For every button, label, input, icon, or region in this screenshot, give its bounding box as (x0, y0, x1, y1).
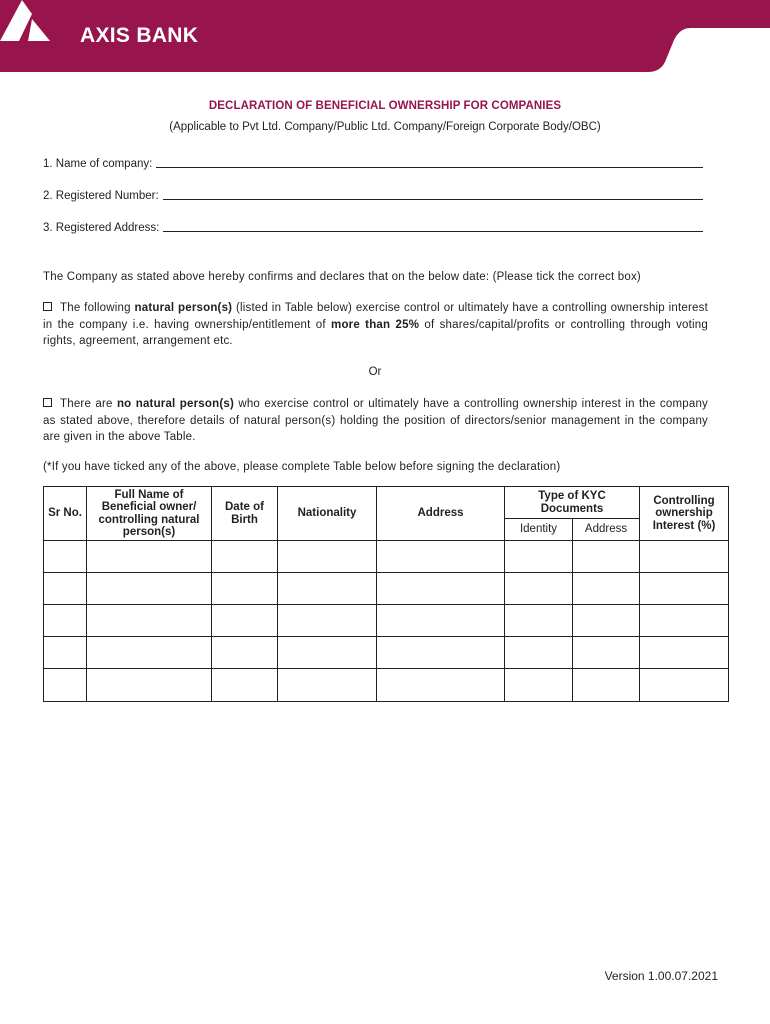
table-cell[interactable] (573, 605, 640, 637)
table-cell[interactable] (377, 541, 505, 573)
table-cell[interactable] (377, 573, 505, 605)
table-cell[interactable] (377, 605, 505, 637)
table-cell[interactable] (212, 637, 278, 669)
table-cell[interactable] (573, 573, 640, 605)
option2-checkbox[interactable] (43, 398, 52, 407)
registered-number-label: 2. Registered Number: (43, 190, 159, 202)
table-cell[interactable] (278, 573, 377, 605)
table-cell[interactable] (573, 669, 640, 702)
table-cell[interactable] (640, 605, 729, 637)
option2-bold-a: no natural person(s) (116, 398, 234, 410)
header-kyc-identity: Identity (505, 519, 573, 541)
option1-text-a: The following (60, 302, 135, 314)
header-address: Address (377, 487, 505, 541)
header-kyc-documents: Type of KYC Documents (505, 487, 640, 519)
table-cell[interactable] (87, 637, 212, 669)
registered-number-input[interactable] (163, 199, 703, 200)
table-cell[interactable] (212, 605, 278, 637)
table-cell[interactable] (505, 637, 573, 669)
table-cell[interactable] (640, 637, 729, 669)
table-cell[interactable] (505, 605, 573, 637)
table-cell[interactable] (278, 605, 377, 637)
page-subtitle: (Applicable to Pvt Ltd. Company/Public Ltd. Company/Foreign Corporate Body/OBC) (169, 121, 601, 133)
company-name-label: 1. Name of company: (43, 158, 153, 170)
option1-text-b: (listed in Table below) exercise control or ultimately have a controlling ownership interest in the company i.e. having ownership/entitlement of (43, 302, 708, 331)
table-cell[interactable] (87, 541, 212, 573)
option1-bold-b: more than 25% (331, 318, 420, 331)
option1-text-c: of shares/capital/profits or controlling through voting rights, agreement, arrangement etc. (43, 318, 708, 347)
version-label: Version 1.00.07.2021 (604, 969, 718, 983)
header-controlling-interest: Controlling ownership Interest (%) (640, 487, 729, 541)
table-cell[interactable] (44, 669, 87, 702)
registered-address-input[interactable] (163, 231, 703, 232)
table-cell[interactable] (87, 573, 212, 605)
table-cell[interactable] (212, 669, 278, 702)
table-row (44, 541, 729, 573)
table-cell[interactable] (278, 541, 377, 573)
table-cell[interactable] (573, 541, 640, 573)
table-cell[interactable] (87, 605, 212, 637)
registered-number-field (43, 190, 703, 202)
header-kyc-address: Address (573, 519, 640, 541)
option-no-natural-persons (43, 396, 708, 446)
table-row (44, 637, 729, 669)
registered-address-field (43, 222, 703, 234)
axis-bank-logo-icon (0, 0, 50, 41)
option-natural-persons (43, 300, 708, 350)
table-cell[interactable] (44, 637, 87, 669)
table-cell[interactable] (44, 605, 87, 637)
table-cell[interactable] (278, 637, 377, 669)
table-cell[interactable] (377, 637, 505, 669)
header-banner (0, 0, 770, 72)
page-title: DECLARATION OF BENEFICIAL OWNERSHIP FOR COMPANIES (208, 100, 562, 112)
confirmation-text: The Company as stated above hereby confirms and declares that on the below date: (Please tick the correct box) (43, 271, 641, 283)
option1-bold-a: natural person(s) (134, 302, 233, 314)
header-dob: Date of Birth (212, 487, 278, 541)
table-note: (*If you have ticked any of the above, please complete Table below before signing the declaration) (43, 461, 561, 473)
table-cell[interactable] (377, 669, 505, 702)
table-cell[interactable] (573, 637, 640, 669)
or-separator: Or (368, 366, 382, 378)
table-row (44, 605, 729, 637)
option2-text-b: who exercise control or ultimately have a controlling ownership interest in the company as stated above, therefore details of natural person(s) holding the position of directors/senior management in the company are given in the above Table. (43, 398, 708, 443)
table-cell[interactable] (640, 669, 729, 702)
table-row (44, 573, 729, 605)
registered-address-label: 3. Registered Address: (43, 222, 160, 234)
table-cell[interactable] (640, 573, 729, 605)
table-row (44, 669, 729, 702)
company-name-field (43, 158, 703, 170)
table-cell[interactable] (505, 541, 573, 573)
table-cell[interactable] (212, 541, 278, 573)
option2-text-a: There are (60, 398, 117, 410)
table-cell[interactable] (212, 573, 278, 605)
table-cell[interactable] (640, 541, 729, 573)
table-cell[interactable] (505, 573, 573, 605)
header-sr-no: Sr No. (44, 487, 87, 541)
header-nationality: Nationality (278, 487, 377, 541)
header-full-name: Full Name of Beneficial owner/ controlling natural person(s) (87, 487, 212, 541)
table-cell[interactable] (44, 573, 87, 605)
table-cell[interactable] (505, 669, 573, 702)
table-cell[interactable] (87, 669, 212, 702)
table-cell[interactable] (278, 669, 377, 702)
table-cell[interactable] (44, 541, 87, 573)
beneficial-owners-table (43, 486, 729, 702)
option1-checkbox[interactable] (43, 302, 52, 311)
company-name-input[interactable] (156, 167, 703, 168)
bank-name: AXIS BANK (80, 24, 199, 47)
